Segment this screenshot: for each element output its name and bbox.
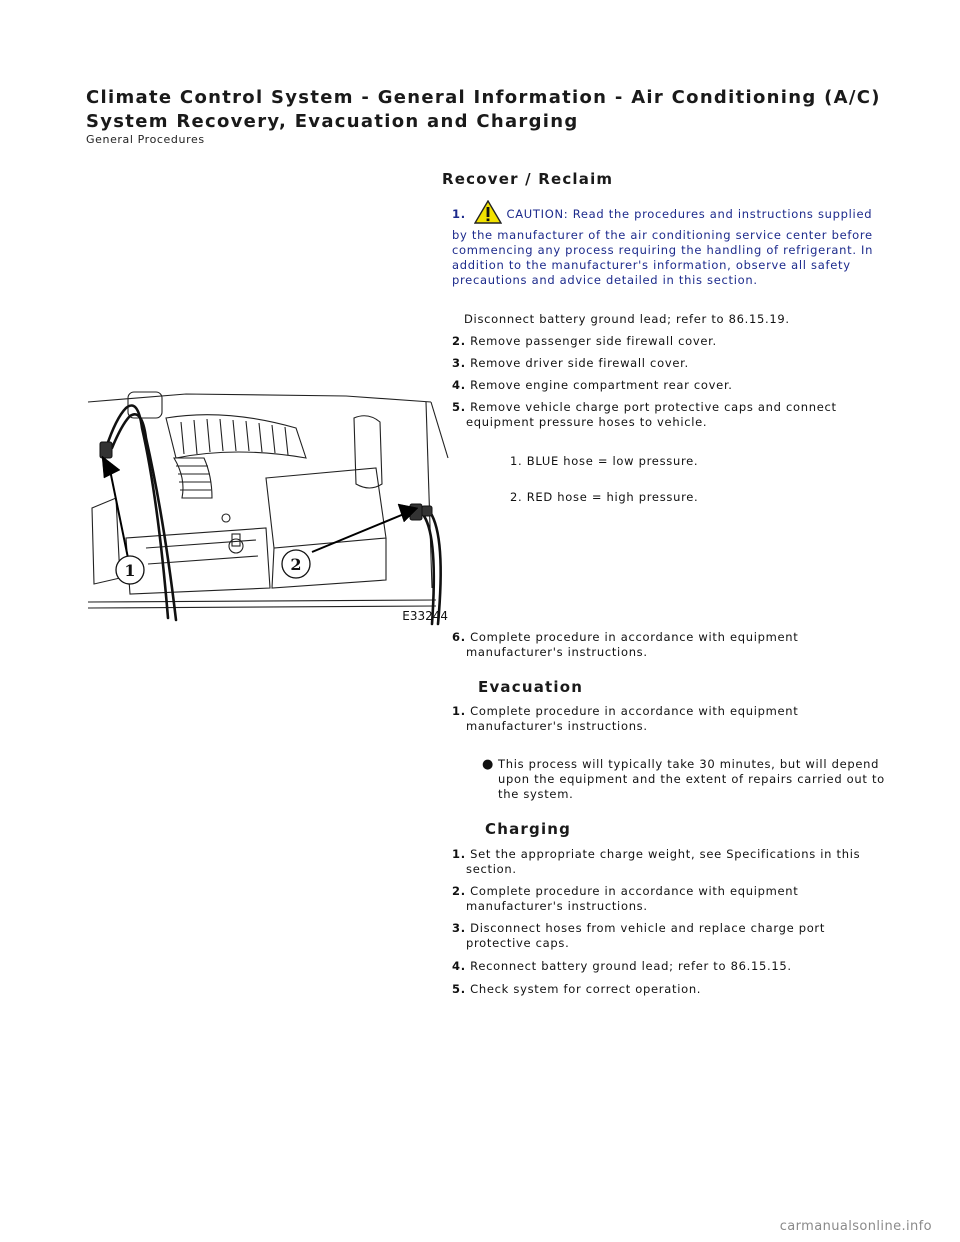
step-number: 1. — [452, 704, 466, 718]
page-subtitle: General Procedures — [86, 133, 205, 146]
recover-step-2 — [452, 334, 896, 349]
caution-block — [452, 200, 882, 288]
charging-step-3 — [452, 921, 846, 951]
step-number: 4. — [452, 378, 466, 392]
recover-step-5 — [452, 400, 846, 430]
charging-step-2 — [452, 884, 846, 914]
recover-step-3 — [452, 356, 896, 371]
step-number: 5. — [452, 982, 466, 996]
step-number: 2. — [452, 334, 466, 348]
charging-step-1 — [452, 847, 876, 877]
step-number: 2. — [452, 884, 466, 898]
page-title — [86, 86, 881, 134]
step-number: 3. — [452, 356, 466, 370]
step-text: Remove driver side firewall cover. — [470, 356, 689, 370]
step-number: 3. — [452, 921, 466, 935]
step-number: 4. — [452, 959, 466, 973]
bullet-text: This process will typically take 30 minutes, but will depend upon the equipment and the extent of repairs carried out to the system. — [498, 757, 885, 801]
engine-bay-figure — [86, 388, 452, 628]
step-text: Disconnect hoses from vehicle and replace charge port protective caps. — [466, 921, 826, 950]
engine-bay-illustration — [86, 388, 452, 628]
step-number: 6. — [452, 630, 466, 644]
charging-heading: Charging — [485, 820, 572, 838]
warning-triangle-icon — [474, 200, 502, 228]
step-number: 5. — [452, 400, 466, 414]
hose-red-note: 2. RED hose = high pressure. — [510, 490, 699, 504]
step-text: Set the appropriate charge weight, see Specifications in this section. — [466, 847, 861, 876]
step-text: Complete procedure in accordance with equipment manufacturer's instructions. — [466, 630, 799, 659]
step-text: Remove engine compartment rear cover. — [470, 378, 733, 392]
charging-step-4 — [452, 959, 896, 974]
step-text: Remove passenger side firewall cover. — [470, 334, 717, 348]
step-text: Check system for correct operation. — [470, 982, 702, 996]
battery-note: Disconnect battery ground lead; refer to 86.15.19. — [464, 312, 790, 326]
evacuation-step-1 — [452, 704, 846, 734]
hose-blue-note: 1. BLUE hose = low pressure. — [510, 454, 699, 468]
figure-code: E33244 — [402, 609, 448, 623]
recover-heading: Recover / Reclaim — [442, 170, 614, 188]
recover-step-4 — [452, 378, 896, 393]
step-text: Remove vehicle charge port protective caps and connect equipment pressure hoses to vehicle. — [466, 400, 837, 429]
callout-label-2: 2 — [290, 555, 302, 574]
bullet-icon: ● — [482, 757, 495, 772]
evacuation-bullet — [482, 757, 898, 802]
step-text: Reconnect battery ground lead; refer to 86.15.15. — [470, 959, 792, 973]
caution-text: CAUTION: Read the procedures and instructions supplied by the manufacturer of the air conditioning service center before commencing any process requiring the handling of refrigerant. In addition to the manufacturer's information, observe all safety precautions and advice detailed in this section. — [452, 207, 874, 287]
step-text: Complete procedure in accordance with equipment manufacturer's instructions. — [466, 884, 799, 913]
site-watermark[interactable]: carmanualsonline.info — [779, 1219, 932, 1234]
title-line-2: System Recovery, Evacuation and Charging — [86, 111, 579, 132]
step-number: 1. — [452, 847, 466, 861]
charging-step-5 — [452, 982, 896, 997]
title-line-1: Climate Control System - General Information - Air Conditioning (A/C) — [86, 87, 881, 108]
caution-step-number: 1. — [452, 207, 466, 221]
evacuation-heading: Evacuation — [478, 678, 584, 696]
step-text: Complete procedure in accordance with equipment manufacturer's instructions. — [466, 704, 799, 733]
callout-label-1: 1 — [124, 561, 136, 580]
recover-step-6 — [452, 630, 846, 660]
